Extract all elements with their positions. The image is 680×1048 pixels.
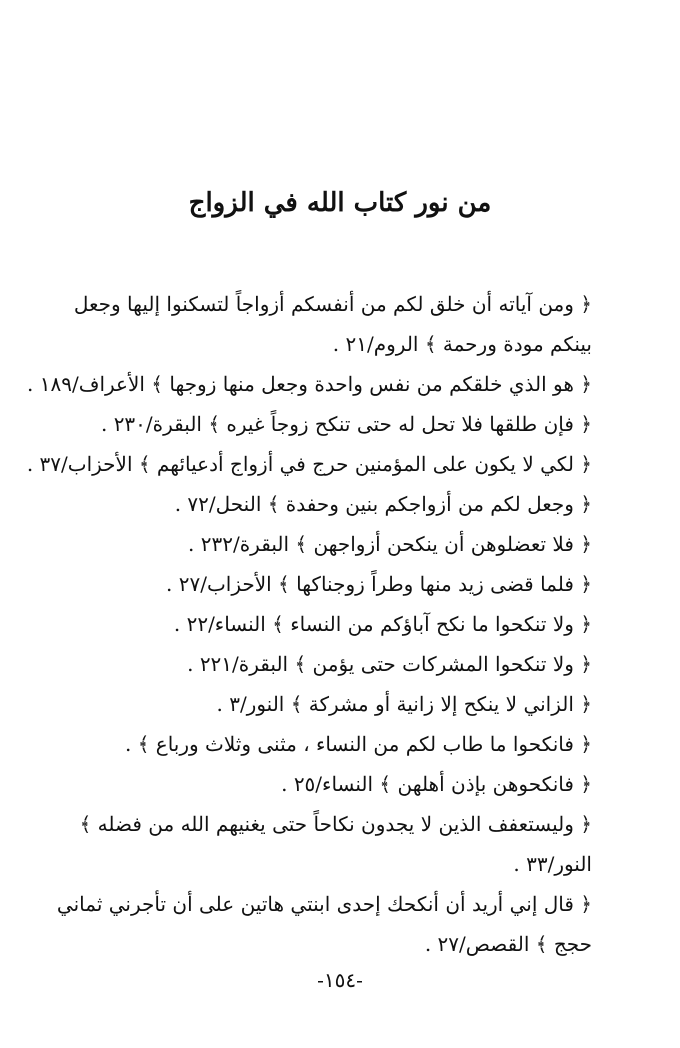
verse-item: ﴿ لكي لا يكون على المؤمنين حرج في أزواج أدعيائهم ﴾ الأحزاب/٣٧ . bbox=[26, 452, 592, 476]
verse-item: ﴿ الزاني لا ينكح إلا زانية أو مشركة ﴾ النور/٣ . bbox=[216, 692, 592, 716]
verse-item: ﴿ فانكحوا ما طاب لكم من النساء ، مثنى وثلاث ورباع ﴾ . bbox=[124, 732, 592, 756]
verse-item: ﴿ فإن طلقها فلا تحل له حتى تنكح زوجاً غيره ﴾ البقرة/٢٣٠ . bbox=[100, 412, 592, 436]
verse-item: ﴿ هو الذي خلقكم من نفس واحدة وجعل منها زوجها ﴾ الأعراف/١٨٩ . bbox=[27, 372, 592, 396]
verse-item: ﴿ فلما قضى زيد منها وطراً زوجناكها ﴾ الأحزاب/٢٧ . bbox=[166, 572, 592, 596]
verse-item: ﴿ وجعل لكم من أزواجكم بنين وحفدة ﴾ النحل/٧٢ . bbox=[174, 492, 592, 516]
verse-item: ﴿ ولا تنكحوا المشركات حتى يؤمن ﴾ البقرة/٢٢١ . bbox=[187, 652, 592, 676]
verse-item: ﴿ ومن آياته أن خلق لكم من أنفسكم أزواجاً لتسكنوا إليها وجعل بينكم مودة ورحمة ﴾ الروم/٢١ . bbox=[73, 292, 592, 356]
page-title: من نور كتاب الله في الزواج bbox=[188, 188, 492, 218]
verse-item: ﴿ قال إني أريد أن أنكحك إحدى ابنتي هاتين على أن تأجرني ثماني حجج ﴾ القصص/٢٧ . bbox=[56, 892, 592, 956]
verse-item: ﴿ ولا تنكحوا ما نكح آباؤكم من النساء ﴾ النساء/٢٢ . bbox=[173, 612, 592, 636]
verse-item: ﴿ وليستعفف الذين لا يجدون نكاحاً حتى يغنيهم الله من فضله ﴾ النور/٣٣ . bbox=[79, 812, 592, 876]
verse-item: ﴿ فلا تعضلوهن أن ينكحن أزواجهن ﴾ البقرة/٢٣٢ . bbox=[188, 532, 592, 556]
verse-list bbox=[26, 284, 592, 964]
page-number: -١٥٤- bbox=[317, 968, 363, 992]
verse-item: ﴿ فانكحوهن بإذن أهلهن ﴾ النساء/٢٥ . bbox=[281, 772, 592, 796]
